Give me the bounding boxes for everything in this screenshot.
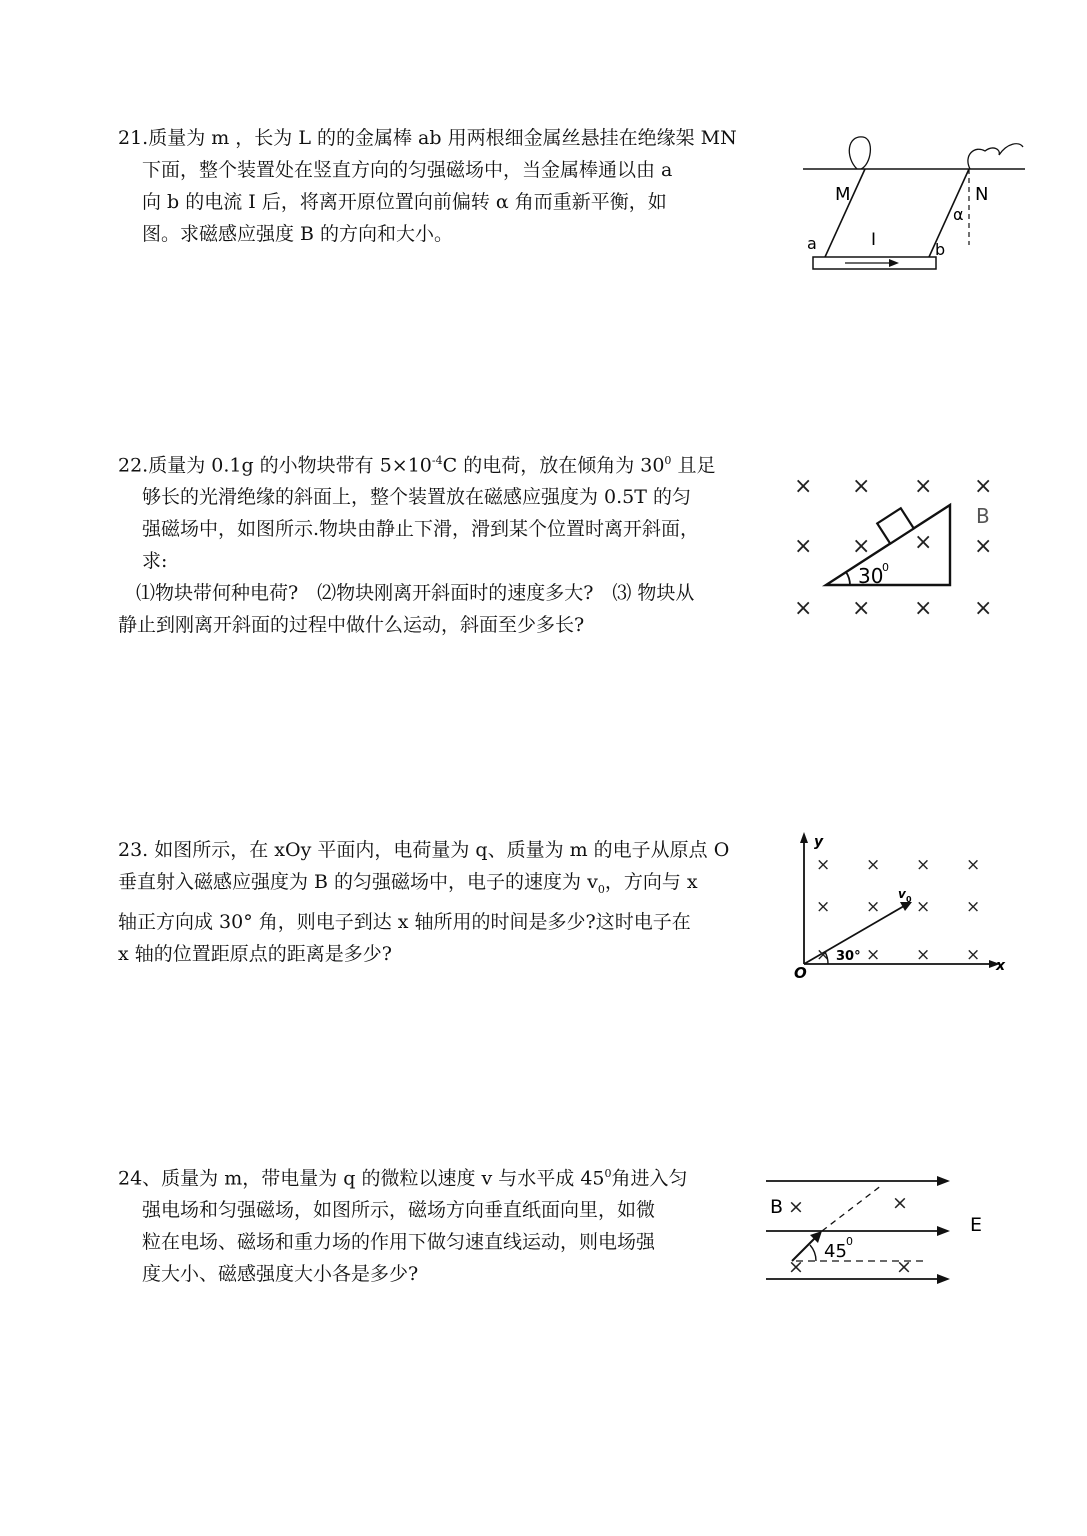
svg-text:×: ×: [974, 596, 993, 621]
problem-23-line-1: 23. 如图所示，在 xOy 平面内，电荷量为 q、质量为 m 的电子从原点 O: [118, 839, 730, 861]
label-angle-degree: 0: [846, 1235, 853, 1248]
svg-text:×: ×: [794, 534, 813, 559]
label-current: I: [871, 230, 877, 250]
label-a: a: [807, 234, 817, 253]
svg-text:×: ×: [974, 474, 993, 499]
svg-text:×: ×: [974, 534, 993, 559]
svg-text:×: ×: [916, 945, 931, 965]
problem-24-text: [118, 1158, 782, 1290]
svg-text:×: ×: [816, 897, 831, 917]
label-axis-x: x: [996, 958, 1006, 974]
problem-24-line-2: 强电场和匀强磁场，如图所示，磁场方向垂直纸面向里，如微: [142, 1199, 656, 1222]
problem-22-line-5: ⑴物块带何种电荷? ⑵物块刚离开斜面时的速度多大? ⑶ 物块从: [136, 582, 695, 605]
svg-text:×: ×: [892, 1192, 908, 1214]
problem-22-figure: [790, 465, 1010, 625]
label-velocity-sub: 0: [906, 895, 912, 904]
svg-text:×: ×: [816, 855, 831, 875]
problem-22-line-6: 静止到刚离开斜面的过程中做什么运动，斜面至少多长?: [118, 614, 585, 637]
problem-22-line-4: 求:: [142, 550, 168, 573]
problem-24-line-4: 度大小、磁感强度大小各是多少?: [142, 1263, 419, 1286]
label-field-b: B: [770, 1196, 784, 1218]
label-origin: O: [794, 964, 807, 982]
label-velocity: v: [898, 887, 906, 901]
svg-text:×: ×: [852, 596, 871, 621]
problem-22-text: [118, 445, 782, 641]
problem-23-line-4: x 轴的位置距原点的距离是多少?: [118, 942, 392, 965]
problem-23-line-2: 垂直射入磁感应强度为 B 的匀强磁场中，电子的速度为 $v_0$，方向与 x: [118, 871, 698, 896]
problem-21-line-3: 向 b 的电流 I 后，将离开原位置向前偏转 α 角而重新平衡，如: [142, 191, 667, 213]
svg-text:×: ×: [852, 474, 871, 499]
label-angle-30: 30: [858, 564, 884, 588]
svg-text:×: ×: [788, 1256, 804, 1278]
svg-text:×: ×: [866, 855, 881, 875]
svg-text:×: ×: [966, 897, 981, 917]
problem-22-line-2: 够长的光滑绝缘的斜面上，整个装置放在磁感应强度为 0.5T 的匀: [142, 486, 691, 509]
problem-23-text: [118, 834, 782, 970]
svg-text:×: ×: [816, 945, 831, 965]
problem-24-line-3: 粒在电场、磁场和重力场的作用下做匀速直线运动，则电场强: [142, 1231, 656, 1254]
problem-22-line-1: 22.质量为 0.1g 的小物块带有 $5\times 10^{-4}C$ 的电荷，放在倾角为 $30^0$ 且足: [118, 454, 716, 477]
problem-23-figure: [790, 830, 1010, 985]
problem-21-figure: [795, 125, 1035, 275]
problem-21-text: [118, 122, 782, 250]
problem-24-figure: [760, 1165, 1000, 1295]
svg-text:×: ×: [866, 897, 881, 917]
svg-text:×: ×: [966, 945, 981, 965]
svg-text:×: ×: [794, 596, 813, 621]
label-m: M: [835, 184, 851, 205]
label-angle-degree: 0: [882, 561, 889, 574]
problem-24-line-1: 24、质量为 m，带电量为 q 的微粒以速度 v 与水平成 $45^0$角进入匀: [118, 1167, 688, 1190]
label-angle-30: 30°: [836, 949, 861, 964]
problem-22-line-3: 强磁场中，如图所示.物块由静止下滑，滑到某个位置时离开斜面，: [142, 518, 700, 541]
label-b: b: [935, 240, 946, 259]
problem-21-line-1: 21.质量为 m ，长为 L 的的金属棒 ab 用两根细金属丝悬挂在绝缘架 MN: [118, 127, 737, 149]
svg-text:×: ×: [914, 596, 933, 621]
label-field-b: B: [976, 504, 990, 528]
svg-text:×: ×: [788, 1196, 804, 1218]
label-angle-45: 45: [824, 1241, 847, 1262]
svg-text:×: ×: [916, 897, 931, 917]
label-n: N: [975, 184, 989, 205]
svg-text:×: ×: [914, 474, 933, 499]
svg-text:×: ×: [914, 530, 933, 555]
label-alpha: α: [953, 205, 964, 224]
label-axis-y: y: [814, 834, 824, 850]
label-field-e: E: [970, 1214, 983, 1236]
svg-text:×: ×: [794, 474, 813, 499]
problem-21-line-4: 图。求磁感应强度 B 的方向和大小。: [142, 223, 454, 245]
svg-text:×: ×: [916, 855, 931, 875]
svg-text:×: ×: [966, 855, 981, 875]
problem-23-line-3: 轴正方向成 30° 角，则电子到达 x 轴所用的时间是多少?这时电子在: [118, 910, 691, 933]
svg-text:×: ×: [896, 1256, 912, 1278]
svg-text:×: ×: [866, 945, 881, 965]
problem-21-line-2: 下面，整个装置处在竖直方向的匀强磁场中，当金属棒通以由 a: [142, 159, 673, 181]
svg-text:×: ×: [852, 534, 871, 559]
